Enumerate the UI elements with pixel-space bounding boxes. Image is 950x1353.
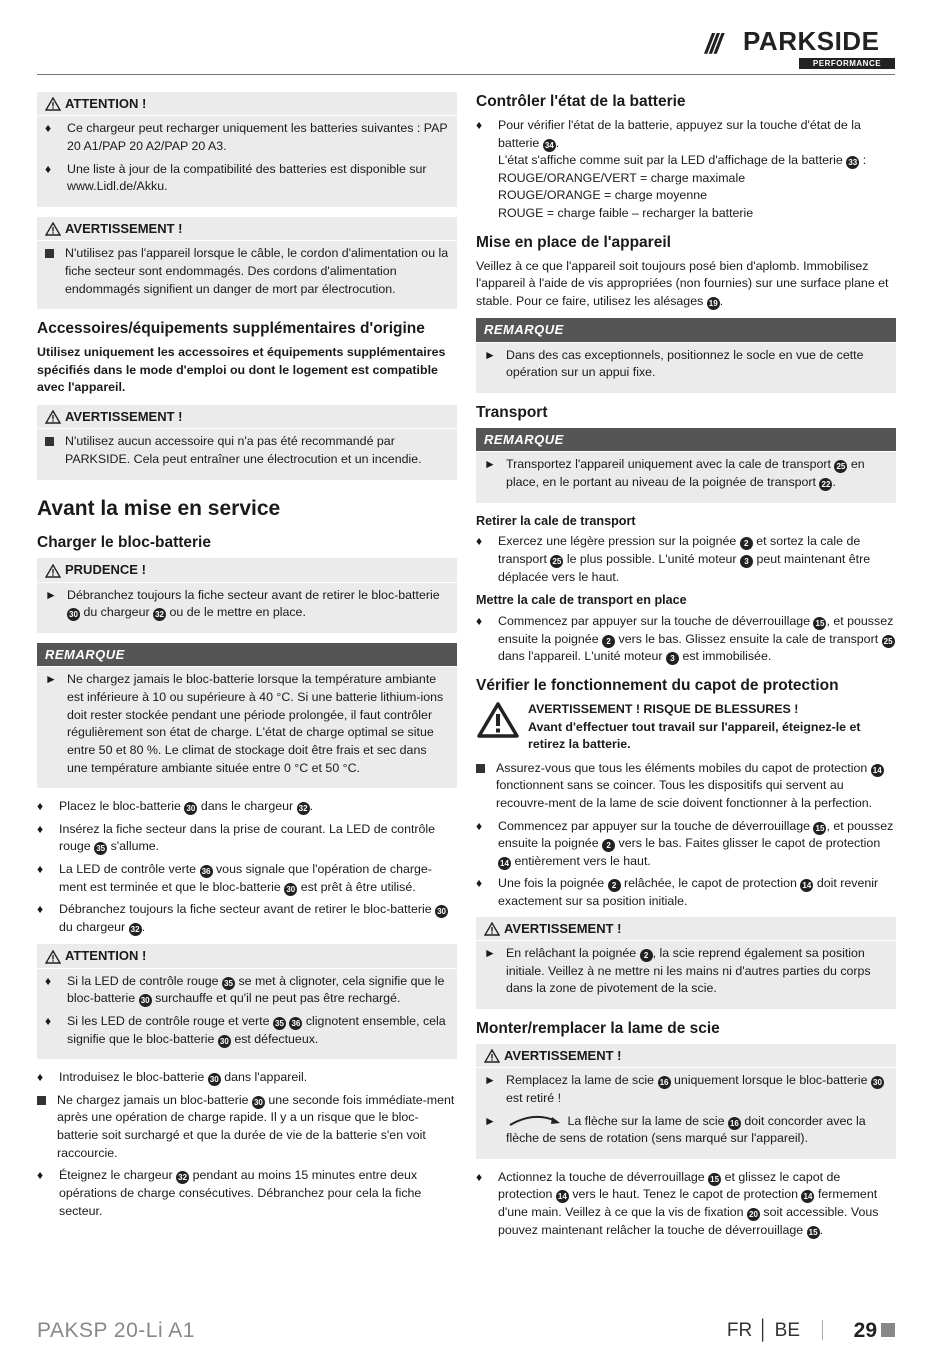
- box-header: [37, 558, 457, 582]
- list-item: Assurez-vous que tous les éléments mobiles du capot de protection 14 fonctionnent sans se coincer. Tous les dispositifs qui servent au recouvre-ment de la lame de scie doivent fonctionner à la perfection.: [476, 760, 896, 813]
- callout-number: 36: [200, 865, 213, 878]
- callout-number: 14: [800, 879, 813, 892]
- callout-number: 3: [740, 555, 753, 568]
- warning-triangle-icon: [484, 922, 500, 936]
- warning-box-2: [37, 405, 457, 480]
- remarque-box-1: [37, 643, 457, 788]
- callout-number: 30: [435, 905, 448, 918]
- box-header: REMARQUE: [476, 428, 896, 452]
- model-name: PAKSP 20-Li A1: [37, 1319, 195, 1342]
- list-item: ♦ Actionnez la touche de déverrouillage 15 et glissez le capot de protection 14 vers le haut. Tenez le capot de protection 14 fermement d'une main. Veillez à ce que la vis de fixation 20 soit accessible. Vous pouvez maintenant relâcher la touche de déverrouillage 15 .: [476, 1169, 896, 1239]
- callout-number: 2: [602, 635, 615, 648]
- callout-number: 14: [801, 1190, 814, 1203]
- box-title: AVERTISSEMENT !: [504, 1047, 622, 1063]
- brand-logo: [705, 26, 895, 70]
- diamond-bullet-icon: ♦: [45, 161, 52, 176]
- page-footer: [37, 1316, 895, 1346]
- attention-box-2: [37, 944, 457, 1059]
- square-bullet-icon: [37, 1096, 46, 1105]
- square-bullet-icon: [45, 437, 54, 446]
- callout-number: 15: [813, 822, 826, 835]
- page-square-icon: [881, 1323, 895, 1337]
- chapter-title: Avant la mise en service: [37, 496, 281, 520]
- callout-number: 35: [94, 842, 107, 855]
- brand-slashes: ///: [705, 28, 720, 59]
- rotation-arrow-icon: [506, 1113, 564, 1127]
- callout-number: 32: [129, 923, 142, 936]
- list-item: ► La flèche sur la lame de scie 16 doit concorder avec la flèche de sens de rotation (sens marqué sur l'appareil).: [484, 1113, 888, 1148]
- callout-number: 14: [556, 1190, 569, 1203]
- callout-number: 20: [747, 1208, 760, 1221]
- diamond-bullet-icon: ♦: [45, 973, 52, 988]
- box-header: [37, 405, 457, 429]
- list-item: ♦ Commencez par appuyer sur la touche de déverrouillage 15 , et poussez ensuite la poignée 2 vers le bas. Glissez ensuite la cale de transport 25 dans l'appareil. L'unité moteur 3 est immobilisée.: [476, 613, 896, 666]
- warning-triangle-icon: [45, 950, 61, 964]
- diamond-bullet-icon: ♦: [37, 902, 44, 917]
- section-heading: Monter/remplacer la lame de scie: [476, 1019, 720, 1037]
- list-item: ♦ Ce chargeur peut recharger uniquement les batteries suivantes : PAP 20 A1/PAP 20 A2/PAP 20 A3.: [45, 120, 449, 155]
- callout-number: 32: [153, 608, 166, 621]
- warning-triangle-icon: [45, 564, 61, 578]
- diamond-bullet-icon: ♦: [37, 821, 44, 836]
- callout-number: 25: [834, 460, 847, 473]
- diamond-bullet-icon: ♦: [37, 799, 44, 814]
- callout-number: 15: [708, 1173, 721, 1186]
- warning-triangle-icon: [484, 1049, 500, 1063]
- callout-number: 34: [543, 139, 556, 152]
- callout-number: 30: [218, 1035, 231, 1048]
- paragraph: Veillez à ce que l'appareil soit toujours posé bien d'aplomb. Immobilisez l'appareil à l'aide de vis appropriées (non fournies) sur une surface plane et stable. Pour ce faire, utilisez les alésages 19 .: [476, 258, 889, 308]
- diamond-bullet-icon: ♦: [476, 534, 483, 549]
- list-item: ♦ La LED de contrôle verte 36 vous signale que l'opération de charge-ment est terminée et que le bloc-batterie 30 est prêt à être utilisé.: [37, 861, 457, 896]
- footer-divider: [822, 1320, 823, 1340]
- callout-number: 36: [289, 1017, 302, 1030]
- brand-name: PARKSIDE: [743, 26, 880, 56]
- diamond-bullet-icon: ♦: [45, 121, 52, 136]
- list-item: N'utilisez pas l'appareil lorsque le câble, le cordon d'alimentation ou la fiche secteur sont endommagés. Des cordons d'alimentation endommagés signifient un danger de mort par électrocution.: [45, 245, 449, 298]
- callout-number: 30: [184, 802, 197, 815]
- warning-triangle-icon: [45, 222, 61, 236]
- box-title: ATTENTION !: [65, 948, 147, 964]
- list-item: ♦ Introduisez le bloc-batterie 30 dans l'appareil.: [37, 1069, 457, 1087]
- square-bullet-icon: [476, 764, 485, 773]
- callout-number: 16: [658, 1076, 671, 1089]
- paragraph: Utilisez uniquement les accessoires et équipements supplémentaires spécifiés dans le mode d'emploi ou dont le logement est compatible avec l'appareil.: [37, 345, 446, 395]
- box-header: REMARQUE: [37, 643, 457, 667]
- section-heading: Charger le bloc-batterie: [37, 534, 211, 552]
- diamond-bullet-icon: ♦: [476, 1169, 483, 1184]
- callout-number: 2: [640, 949, 653, 962]
- arrow-bullet-icon: ►: [45, 672, 57, 687]
- list-item: ♦ Insérez la fiche secteur dans la prise de courant. La LED de contrôle rouge 35 s'allume.: [37, 821, 457, 856]
- section-heading: Transport: [476, 404, 548, 421]
- language-code: FR │ BE: [726, 1320, 800, 1341]
- arrow-bullet-icon: ►: [484, 1073, 496, 1088]
- warning-box-3: [476, 917, 896, 1009]
- list-item: ► Ne chargez jamais le bloc-batterie lorsque la température ambiante est inférieure à 10 ou supérieure à 40 °C. Si une batterie lithium-ions doit rester stockée pendant une période prolongée, il faut contrôler régulièrement son état de charge. L'état de charge optimal se situe entre 50 et 80 %. Le climat de stockage doit être frais et sec dans une température ambiante située entre 0 °C et 50 °C.: [45, 671, 449, 777]
- callout-number: 2: [608, 879, 621, 892]
- list-item: N'utilisez aucun accessoire qui n'a pas été recommandé par PARKSIDE. Cela peut entraîner une électrocution et un incendie.: [45, 433, 449, 468]
- callout-number: 2: [740, 537, 753, 550]
- box-title: ATTENTION !: [65, 96, 147, 111]
- battery-state: ROUGE/ORANGE/VERT = charge maximale: [498, 170, 746, 185]
- list-item: ► Dans des cas exceptionnels, positionnez le socle en vue de cette opération sur un appui fixe.: [484, 347, 888, 382]
- warning-triangle-icon: [45, 97, 61, 111]
- list-item: ♦ Exercez une légère pression sur la poignée 2 et sortez la cale de transport 25 le plus possible. L'unité moteur 3 peut maintenant être déplacée vers le haut.: [476, 533, 896, 586]
- diamond-bullet-icon: ♦: [37, 861, 44, 876]
- callout-number: 2: [602, 839, 615, 852]
- arrow-bullet-icon: ►: [45, 587, 57, 602]
- diamond-bullet-icon: ♦: [37, 1168, 44, 1183]
- list-item: ► Débranchez toujours la fiche secteur avant de retirer le bloc-batterie 30 du chargeur 32 ou de le mettre en place.: [45, 587, 449, 622]
- callout-number: 19: [707, 297, 720, 310]
- list-item: ♦ Pour vérifier l'état de la batterie, appuyez sur la touche d'état de la batterie 34 . L'état s'affiche comme suit par la LED d'affichage de la batterie 33 : ROUGE/ORANGE/VERT = charge maximale ROUGE/ORANGE = charge moyenne ROUGE = charge faible – recharger la batterie: [476, 117, 896, 223]
- box-header: [476, 1044, 896, 1068]
- battery-state: ROUGE/ORANGE = charge moyenne: [498, 188, 708, 203]
- box-header: [37, 217, 457, 241]
- list-item: ♦ Si la LED de contrôle rouge 35 se met à clignoter, cela signifie que le bloc-batterie 30 surchauffe et qu'il ne peut pas être rechargé.: [45, 973, 449, 1008]
- arrow-bullet-icon: ►: [484, 347, 496, 362]
- callout-number: 30: [284, 883, 297, 896]
- list-item: ► Remplacez la lame de scie 16 uniquement lorsque le bloc-batterie 30 est retiré !: [484, 1072, 888, 1107]
- arrow-bullet-icon: ►: [484, 457, 496, 472]
- callout-number: 15: [813, 617, 826, 630]
- box-title: AVERTISSEMENT !: [65, 408, 183, 424]
- warning-box-4: [476, 1044, 896, 1159]
- arrow-bullet-icon: ►: [484, 946, 496, 961]
- left-column: [37, 92, 457, 1225]
- diamond-bullet-icon: ♦: [37, 1070, 44, 1085]
- box-header: [37, 92, 457, 116]
- diamond-bullet-icon: ♦: [45, 1014, 52, 1029]
- sub-heading: Mettre la cale de transport en place: [476, 593, 687, 608]
- callout-number: 25: [550, 555, 563, 568]
- header-divider: [37, 74, 895, 75]
- brand-sub: PERFORMANCE: [799, 58, 895, 69]
- remarque-box-2: [476, 318, 896, 393]
- callout-number: 32: [297, 802, 310, 815]
- arrow-bullet-icon: ►: [484, 1113, 496, 1128]
- callout-number: 14: [498, 857, 511, 870]
- list-item: ♦ Une fois la poignée 2 relâchée, le capot de protection 14 doit revenir exactement sur sa position initiale.: [476, 875, 896, 910]
- callout-number: 33: [846, 156, 859, 169]
- list-item: ♦ Placez le bloc-batterie 30 dans le chargeur 32 .: [37, 798, 457, 816]
- list-item: ♦ Commencez par appuyer sur la touche de déverrouillage 15 , et poussez ensuite la poignée 2 vers le bas. Faites glisser le capot de protection 14 entièrement vers le haut.: [476, 818, 896, 871]
- diamond-bullet-icon: ♦: [476, 117, 483, 132]
- callout-number: 32: [176, 1171, 189, 1184]
- page-number: 29: [853, 1319, 877, 1342]
- section-heading: Vérifier le fonctionnement du capot de protection: [476, 677, 839, 694]
- large-warning-triangle-icon: [476, 701, 520, 739]
- callout-number: 30: [871, 1076, 884, 1089]
- attention-box-1: [37, 92, 457, 207]
- square-bullet-icon: [45, 249, 54, 258]
- right-column: [476, 92, 896, 1244]
- remarque-box-3: [476, 428, 896, 503]
- danger-warning: AVERTISSEMENT ! RISQUE DE BLESSURES ! Avant d'effectuer tout travail sur l'appareil, éteignez-le et retirez la batterie.: [476, 701, 896, 754]
- box-header: [37, 944, 457, 968]
- list-item: ♦ Si les LED de contrôle rouge et verte 35 36 clignotent ensemble, cela signifie que le bloc-batterie 30 est défectueux.: [45, 1013, 449, 1048]
- warning-box-1: [37, 217, 457, 309]
- list-item: ♦ Débranchez toujours la fiche secteur avant de retirer le bloc-batterie 30 du chargeur 32 .: [37, 901, 457, 936]
- box-title: PRUDENCE !: [65, 562, 146, 578]
- sub-heading: Retirer la cale de transport: [476, 513, 636, 528]
- callout-number: 15: [807, 1226, 820, 1239]
- callout-number: 35: [222, 977, 235, 990]
- section-heading: Accessoires/équipements supplémentaires d'origine: [37, 320, 425, 338]
- warning-triangle-icon: [45, 410, 61, 424]
- prudence-box: [37, 558, 457, 633]
- callout-number: 30: [252, 1096, 265, 1109]
- section-heading: Contrôler l'état de la batterie: [476, 93, 686, 110]
- callout-number: 30: [139, 994, 152, 1007]
- callout-number: 30: [67, 608, 80, 621]
- callout-number: 35: [273, 1017, 286, 1030]
- box-header: REMARQUE: [476, 318, 896, 342]
- list-item: ► En relâchant la poignée 2 , la scie reprend également sa position initiale. Veillez à ne mettre ni les mains ni d'autres parties du corps dans la zone de pivotement de la scie.: [484, 945, 888, 998]
- battery-state: ROUGE = charge faible – recharger la batterie: [498, 205, 754, 220]
- box-header: [476, 917, 896, 941]
- callout-number: 30: [208, 1073, 221, 1086]
- section-heading: Mise en place de l'appareil: [476, 233, 671, 251]
- diamond-bullet-icon: ♦: [476, 818, 483, 833]
- callout-number: 22: [819, 478, 832, 491]
- list-item: ♦ Une liste à jour de la compatibilité des batteries est disponible sur www.Lidl.de/Akku.: [45, 161, 449, 196]
- diamond-bullet-icon: ♦: [476, 614, 483, 629]
- callout-number: 25: [882, 635, 895, 648]
- list-item: ► Transportez l'appareil uniquement avec la cale de transport 25 en place, en le portant au niveau de la poignée de transport 22 .: [484, 456, 888, 491]
- callout-number: 16: [728, 1117, 741, 1130]
- box-title: AVERTISSEMENT !: [65, 220, 183, 236]
- list-item: Ne chargez jamais un bloc-batterie 30 une seconde fois immédiate-ment après une opération de charge rapide. Il y a un risque que le bloc-batterie soit surchargé et que la durée de vie de la batterie s'en voit raccourcie.: [37, 1092, 457, 1162]
- box-title: AVERTISSEMENT !: [504, 920, 622, 936]
- callout-number: 14: [871, 764, 884, 777]
- callout-number: 3: [666, 652, 679, 665]
- diamond-bullet-icon: ♦: [476, 876, 483, 891]
- list-item: ♦ Éteignez le chargeur 32 pendant au moins 15 minutes entre deux opérations de charge consécutives. Débranchez pour cela la fiche secteur.: [37, 1167, 457, 1220]
